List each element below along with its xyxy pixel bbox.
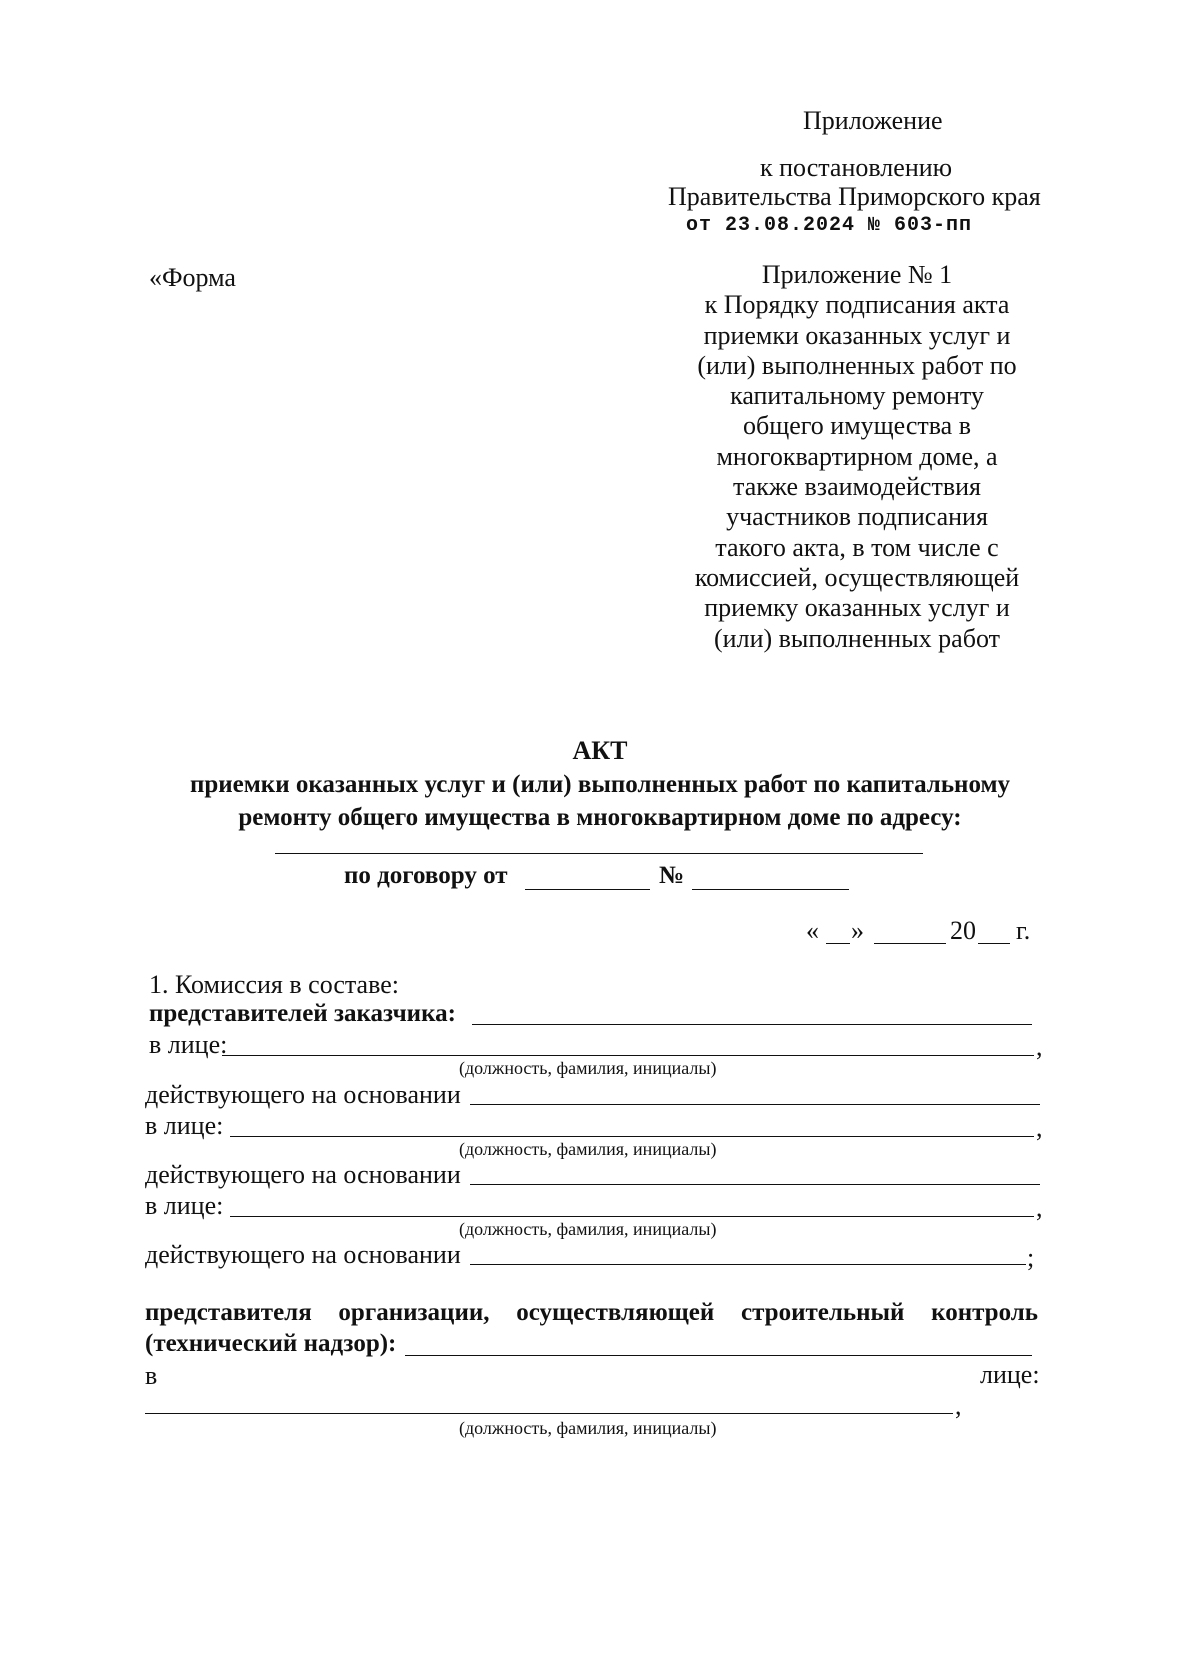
appendix1-line: многоквартирном доме, а	[716, 441, 998, 471]
appendix1-line: (или) выполненных работ	[714, 623, 1000, 653]
date-year-prefix: 20	[950, 916, 976, 945]
date-close-quote: »	[851, 916, 864, 945]
semicolon: ;	[1027, 1243, 1035, 1272]
acting-basis-label: действующего на основании	[145, 1160, 461, 1189]
appendix-government: Правительства Приморского края	[668, 182, 1041, 211]
in-word: в	[145, 1361, 158, 1390]
date-day-field[interactable]	[826, 943, 850, 944]
appendix1-line: приемку оказанных услуг и	[704, 593, 1010, 623]
supervision-field[interactable]	[405, 1355, 1032, 1356]
in-person-label: в лице:	[145, 1111, 224, 1140]
act-title: АКТ	[572, 736, 628, 765]
appendix1-line: также взаимодействия	[733, 472, 981, 502]
date-year-field[interactable]	[978, 943, 1010, 944]
comma: ,	[1036, 1032, 1043, 1061]
commission-heading: 1. Комиссия в составе:	[149, 970, 399, 999]
customer-reps-field[interactable]	[472, 1024, 1032, 1025]
appendix-date-number: от 23.08.2024 № 603-пп	[686, 214, 973, 237]
appendix1-line: (или) выполненных работ по	[697, 350, 1017, 380]
in-person-field-1[interactable]	[222, 1055, 1034, 1056]
contract-from-label: по договору от	[344, 862, 508, 889]
date-open-quote: «	[806, 916, 819, 945]
supervision-person-field[interactable]	[145, 1413, 953, 1414]
appendix1-line: участников подписания	[726, 502, 988, 532]
appendix1-line: к Порядку подписания акта	[704, 290, 1010, 320]
appendix1-line: общего имущества в	[742, 411, 972, 441]
appendix1-line: приемки оказанных услуг и	[703, 320, 1011, 350]
date-month-field[interactable]	[874, 943, 946, 944]
contract-number-sign: №	[659, 862, 685, 889]
in-person-field-2[interactable]	[230, 1136, 1034, 1137]
comma: ,	[1036, 1193, 1043, 1222]
acting-basis-label: действующего на основании	[145, 1240, 461, 1269]
contract-number-field[interactable]	[692, 889, 849, 890]
supervision-line1: представителя организации, осуществляющей строительный контроль	[145, 1299, 1038, 1326]
date-year-suffix: г.	[1016, 916, 1031, 945]
person-word: лице:	[980, 1360, 1040, 1389]
in-person-label: в лице:	[145, 1191, 224, 1220]
field-hint: (должность, фамилия, инициалы)	[459, 1058, 717, 1078]
act-subtitle-line1: приемки оказанных услуг и (или) выполненных работ по капитальному	[189, 771, 1011, 798]
in-person-field-3[interactable]	[230, 1216, 1034, 1217]
field-hint: (должность, фамилия, инициалы)	[459, 1139, 717, 1159]
customer-reps-label: представителей заказчика:	[149, 1000, 456, 1027]
comma: ,	[955, 1391, 962, 1420]
acting-basis-field-2[interactable]	[470, 1184, 1040, 1185]
appendix-to-resolution: к постановлению	[760, 153, 953, 182]
act-subtitle-line2: ремонту общего имущества в многоквартирном доме по адресу:	[238, 804, 962, 831]
appendix1-line: такого акта, в том числе с	[715, 532, 999, 562]
contract-date-field[interactable]	[525, 889, 650, 890]
appendix1-line: капитальному ремонту	[730, 381, 984, 411]
address-line[interactable]	[275, 853, 923, 854]
acting-basis-field-3[interactable]	[470, 1264, 1026, 1265]
acting-basis-field-1[interactable]	[470, 1104, 1040, 1105]
form-label: «Форма	[149, 263, 236, 292]
appendix1-line: Приложение № 1	[761, 260, 953, 289]
acting-basis-label: действующего на основании	[145, 1080, 461, 1109]
field-hint: (должность, фамилия, инициалы)	[459, 1219, 717, 1239]
supervision-line2: (технический надзор):	[145, 1330, 397, 1357]
comma: ,	[1036, 1113, 1043, 1142]
field-hint: (должность, фамилия, инициалы)	[459, 1418, 717, 1438]
appendix-title: Приложение	[803, 106, 943, 135]
in-person-label: в лице:	[149, 1030, 228, 1059]
appendix1-block	[660, 260, 1054, 654]
appendix1-line: комиссией, осуществляющей	[694, 562, 1020, 592]
